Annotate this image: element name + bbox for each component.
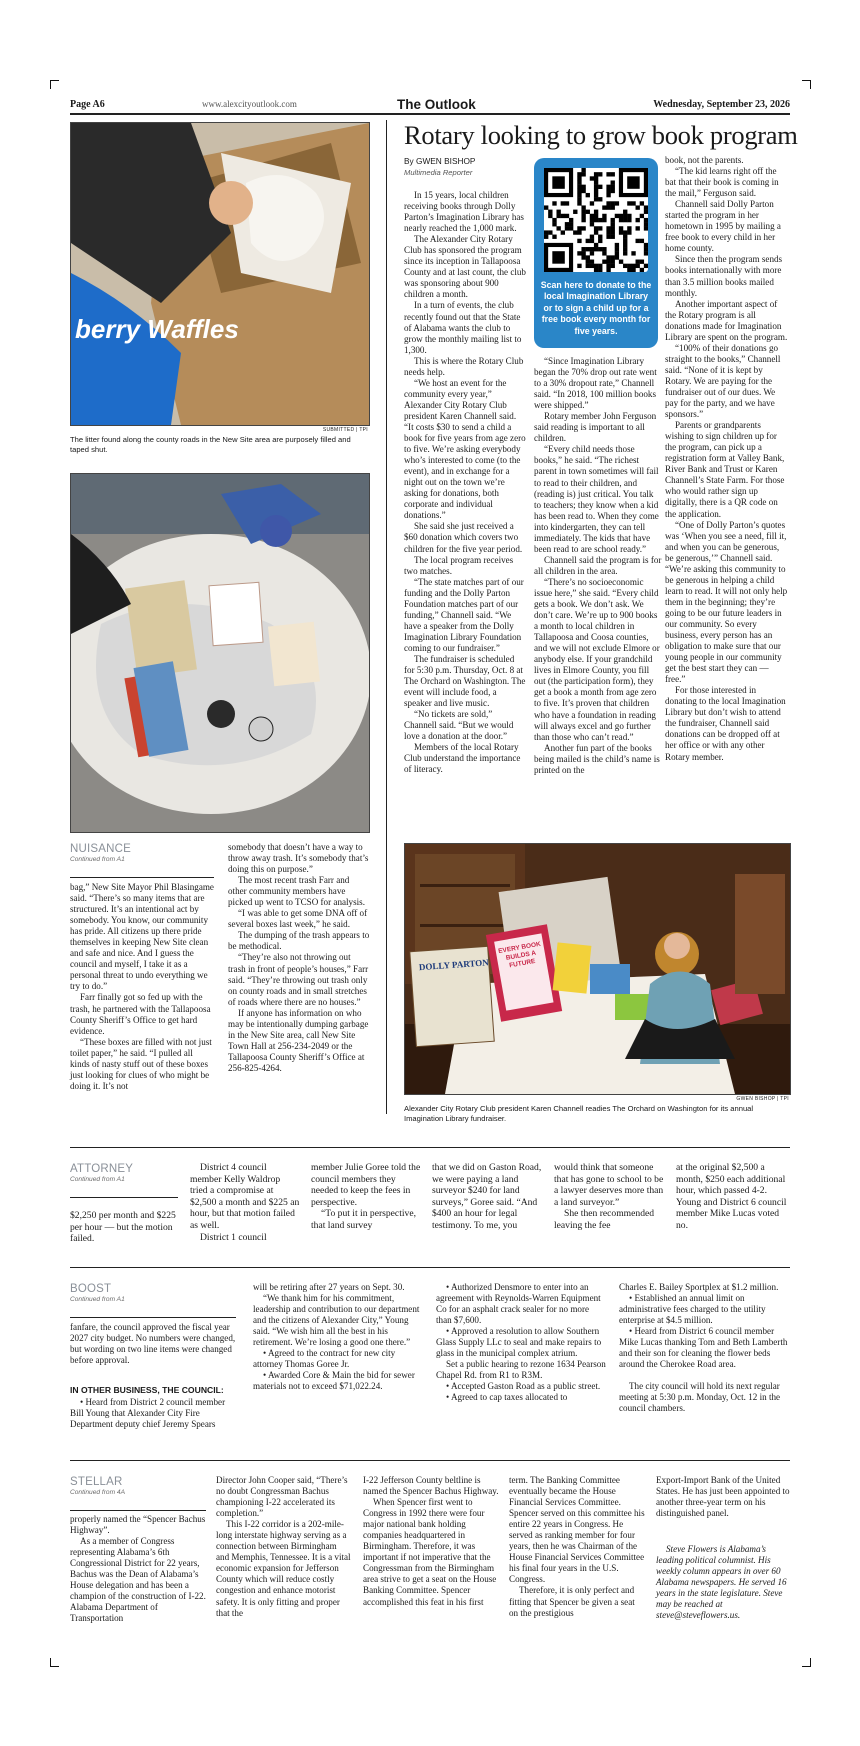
headline: Rotary looking to grow book program: [404, 120, 798, 150]
paragraph: Farr finally got so fed up with the trash, he partnered with the Tallapoosa County Sheriff’s Office to get hard evidence.: [70, 992, 211, 1036]
book-title-1: DOLLY PARTON: [418, 957, 490, 973]
crop-mark: [50, 80, 59, 89]
paragraph: She then recommended leaving the fee: [554, 1208, 655, 1231]
paragraph: bag,” New Site Mayor Phil Blasingame said. “There’s so many items that are structured. It’s an intentional act by somebody. You know, our community has pride. All citizens up there pride themselves in keeping New Site clean and safe and nice. And I guess the council and myself, I take it as a personal threat to undo everything we try to do.”: [70, 882, 214, 992]
evidence-photo-image: [71, 474, 369, 832]
qr-caption: Scan here to donate to the local Imagination Library or to sign a child up for a free book every month for five years.: [540, 280, 652, 336]
evidence-photo: [70, 473, 370, 833]
attorney-column-3: [432, 1162, 542, 1232]
continued-from: Continued from A1: [70, 856, 125, 863]
paragraph: • Awarded Core & Main the bid for sewer materials not to exceed $71,022.24.: [253, 1370, 415, 1392]
column-divider: [386, 120, 387, 1114]
nuisance-column-1: [70, 882, 214, 1092]
crop-mark: [802, 80, 811, 89]
paragraph: Another fun part of the books being mailed is the child’s name is printed on the: [534, 742, 660, 775]
paragraph: The most recent trash Farr and other community members have picked up went to TCSO for analysis.: [228, 875, 365, 908]
author-tagline: [656, 1544, 790, 1621]
continued-from: Continued from A1: [70, 1296, 125, 1303]
paragraph: Another important aspect of the Rotary program is all donations made for Imagination Library are spent on the program.: [665, 298, 788, 342]
crop-mark: [50, 1658, 59, 1667]
section-rule: [70, 1317, 236, 1318]
section-divider: [70, 1460, 790, 1461]
paragraph: “Every child needs those books,” he said. “The richest parent in town sometimes will fail to read to their children, and (reading is) just critical. You talk to teachers; they know when a kid has been read to. When they come into kindergarten, they can tell immediately. The kids that have been read to are school ready.”: [534, 444, 659, 554]
attorney-column-4: [554, 1162, 664, 1232]
paragraph: Parents or grandparents wishing to sign children up for the program, can pick up a registration form at Valley Bank, River Bank and Trust or Karen Channell’s State Farm. For those who would rather sign up digitally, there is a QR code on the application.: [665, 420, 785, 519]
paragraph: will be retiring after 27 years on Sept. 30.: [253, 1282, 405, 1292]
paragraph: When Spencer first went to Congress in 1992 there were four major national bank holding companies headquartered in Birmingham. Therefore, it was important if not imperative that the Congressman from the Birmingham area strive to get a seat on the House Banking Committee. Spencer accomplished this feat in his first: [363, 1497, 497, 1607]
paragraph: As a member of Congress representing Alabama’s 6th Congressional District for 22 years, Bachus was the Dean of Alabama’s House delegation and has been a champion of the construction of I-22. Alabama Department of Transportation: [70, 1536, 206, 1624]
paragraph: “I was able to get some DNA off of several boxes last week,” he said.: [228, 908, 368, 930]
photo-caption: The litter found along the county roads in the New Site area are purposely filled and taped shut.: [70, 435, 351, 454]
paragraph: Channell said the program is for all children in the area.: [534, 554, 662, 576]
photo-caption: Alexander City Rotary Club president Karen Channell readies The Orchard on Washington for its annual Imagination Library fundraiser.: [404, 1104, 754, 1123]
paragraph: “These boxes are filled with not just toilet paper,” he said. “I pulled all kinds of nasty stuff out of these boxes just looking for clues of who might be doing it. It’s not: [70, 1036, 212, 1091]
section-divider: [70, 1147, 790, 1148]
page-header: [70, 98, 790, 112]
paragraph: Set a public hearing to rezone 1634 Pearson Chapel Rd. from R1 to R3M.: [436, 1359, 606, 1381]
paragraph: Rotary member John Ferguson said reading is important to all children.: [534, 411, 657, 444]
stellar-column-5: [656, 1475, 790, 1519]
paragraph: fanfare, the council approved the fiscal year 2027 city budget. No numbers were changed, but wording on two line items were changed before approval.: [70, 1322, 236, 1366]
paragraph: District 4 council member Kelly Waldrop tried a compromise at $2,500 a month and $225 an hour, but that motion failed as well.: [190, 1162, 300, 1231]
paragraph: $2,250 per month and $225 per hour — but the motion failed.: [70, 1210, 176, 1245]
boost-column-4: [619, 1282, 791, 1415]
paragraph: • Heard from District 2 council member Bill Young that Alexander City Fire Department deputy chief Jeremy Spears: [70, 1397, 226, 1430]
byline: By GWEN BISHOP: [404, 156, 476, 166]
section-title: BOOST: [70, 1283, 112, 1295]
paragraph: somebody that doesn’t have a way to throw away trash. It’s somebody that’s doing this on purpose.”: [228, 842, 369, 875]
attorney-column-2: [311, 1162, 421, 1232]
paragraph: • Authorized Densmore to enter into an agreement with Reynolds-Warren Equipment Co for an asphalt crack sealer for no more than $7,600.: [436, 1282, 601, 1326]
rotary-photo-image: [405, 844, 790, 1094]
paragraph: The Alexander City Rotary Club has sponsored the program since its inception in Tallapoosa County and at last count, the club was sponsoring about 900 children a month.: [404, 234, 526, 300]
tagline-text: Steve Flowers is Alabama’s leading political columnist. His weekly column appears in over 60 Alabama newspapers. He served 16 years in the state legislature. Steve may be reached at steve@steveflowers.us.: [656, 1544, 787, 1621]
stellar-section-label: [70, 1476, 125, 1496]
paragraph: “One of Dolly Parton’s quotes was ‘When you see a need, fill it, and when you can be generous, be generous,’” Channell said. “We’re asking this community to be generous in helping a child learn to read. It will not only help them in the beginning; they’re going to be our future leaders in our community. So every business, every person has an obligation to make sure that our young people in our community get the best start they can — free.”: [665, 519, 788, 685]
photo-credit: SUBMITTED | TPI: [322, 427, 368, 433]
qr-code-graphic: [544, 168, 648, 272]
paragraph: The dumping of the trash appears to be methodical.: [228, 930, 370, 952]
header-rule: [70, 113, 790, 115]
paragraph: This is where the Rotary Club needs help.: [404, 355, 524, 377]
story-column-3: [665, 155, 789, 763]
paragraph: The local program receives two matches.: [404, 554, 514, 576]
paragraph: Members of the local Rotary Club understand the importance of literacy.: [404, 742, 521, 775]
attorney-column-0: [70, 1210, 180, 1245]
section-title: NUISANCE: [70, 843, 132, 855]
paragraph: • Accepted Gaston Road as a public street.: [446, 1381, 601, 1392]
continued-from: Continued from 4A: [70, 1489, 125, 1496]
story-column-1: [404, 190, 526, 775]
continued-from: Continued from A1: [70, 1176, 125, 1183]
paragraph: at the original $2,500 a month, $250 each additional hour, which passed 4-2. Young and District 6 council member Mike Lucas voted no.: [676, 1162, 787, 1231]
stellar-column-2: [216, 1475, 352, 1619]
litter-photo: [70, 122, 370, 426]
paragraph: [619, 1370, 791, 1381]
paragraph: District 1 council: [200, 1231, 267, 1243]
book-title-2: EVERY BOOK BUILDS A FUTURE: [497, 940, 542, 970]
paragraph: In a turn of events, the club recently found out that the State of Alabama wants the club to grow the monthly mailing list to 1,300.: [404, 300, 522, 355]
paragraph: “There’s no socioeconomic issue here,” she said. “Every child gets a book. We don’t ask. We don’t care. We’re up to 900 books a month to local children in Tallapoosa and Coosa counties, and we will not exclude Elmore or anybody else. If your grandchild lives in Elmore County, you fill out (the participation form), they get a book a month from age zero to five. It’s proven that children who have a foundation in reading will always excel and go further than those who can’t read.”: [534, 576, 660, 742]
paragraph: that we did on Gaston Road, we were paying a land surveyor $240 for land surveys,” Goree said. “And $400 an hour for legal testimony. To me, you: [432, 1162, 542, 1231]
stellar-column-4: [509, 1475, 645, 1619]
attorney-column-5: [676, 1162, 790, 1232]
boost-section-label: [70, 1283, 125, 1303]
paragraph: book, not the parents.: [665, 155, 744, 165]
paragraph: • Agreed to cap taxes allocated to: [446, 1392, 568, 1403]
box-text: berry Waffles: [75, 314, 239, 344]
crop-mark: [802, 1658, 811, 1667]
boost-column-1: [70, 1322, 240, 1366]
paragraph: • Heard from District 6 council member Mike Lucas thanking Tom and Beth Lamberth and their son for cleaning the flower beds around the Cherokee Road area.: [619, 1326, 788, 1370]
page-number: Page A6: [70, 99, 105, 110]
paragraph: “100% of their donations go straight to the books,” Channell said. “None of it is kept by Rotary. We are paying for the fundraiser out of our dues. We pay for the party, and we have sponsors.”: [665, 342, 781, 420]
nuisance-section-label: [70, 843, 131, 863]
stellar-column-1: [70, 1514, 206, 1624]
paragraph: She said she just received a $60 donation which covers two children for the five year period.: [404, 521, 523, 554]
paragraph: • Approved a resolution to allow Southern Glass Supply LLc to seal and make repairs to glass in the municipal complex atrium.: [436, 1326, 602, 1359]
attorney-column-1: [190, 1162, 300, 1243]
paragraph: Export-Import Bank of the United States. He has just been appointed to another three-year term on his distinguished panel.: [656, 1475, 790, 1519]
paragraph: “No tickets are sold,” Channell said. “But we would love a donation at the door.”: [404, 709, 514, 742]
section-title: STELLAR: [70, 1476, 123, 1488]
paragraph: In 15 years, local children receiving books through Dolly Parton’s Imagination Library has nearly reached the 1,000 mark.: [404, 190, 524, 234]
paragraph: term. The Banking Committee eventually became the House Financial Services Committee. Spencer served on this committee his entire 22 years in Congress. He served as ranking member for four years, then he was Chairman of the House Financial Services Committee his final four years in the U.S. Congress.: [509, 1475, 645, 1585]
paragraph: Channell said Dolly Parton started the program in her hometown in 1995 by mailing a free book to every child in her home county.: [665, 199, 781, 254]
paragraph: “To put it in perspective, that land survey: [311, 1208, 416, 1231]
paragraph: member Julie Goree told the council members they needed to keep the fees in perspective.: [311, 1162, 421, 1208]
paragraph: Director John Cooper said, “There’s no doubt Congressman Bachus championing I-22 accelerated its completion.”: [216, 1475, 348, 1519]
site-url: www.alexcityoutlook.com: [202, 99, 297, 109]
stellar-column-3: [363, 1475, 499, 1608]
boost-column-3: [436, 1282, 606, 1404]
section-rule: [70, 877, 214, 878]
paragraph: For those interested in donating to the local Imagination Library but don’t wish to attend the fundraiser, Channell said donations can be dropped off at her office or with any other Rotary member.: [665, 685, 786, 762]
boost-subhead: IN OTHER BUSINESS, THE COUNCIL:: [70, 1385, 224, 1395]
paragraph: Charles E. Bailey Sportplex at $1.2 million.: [619, 1282, 779, 1292]
section-title: ATTORNEY: [70, 1163, 134, 1175]
paragraph: I-22 Jefferson County beltline is named the Spencer Bachus Highway.: [363, 1475, 499, 1497]
paragraph: “They’re also not throwing out trash in front of people’s houses,” Farr said. “They’re throwing out trash only on county roads and in small stretches of roads where there are no houses.”: [228, 952, 369, 1007]
masthead: The Outlook: [397, 97, 476, 112]
paragraph: “We thank him for his commitment, leadership and contribution to our department and the citizens of Alexander City,” Young said. “We wish him all the best in his retirement. We’re losing a good one there.”: [253, 1293, 420, 1348]
qr-code-icon[interactable]: [544, 168, 648, 272]
rotary-photo: [404, 843, 791, 1095]
section-rule: [70, 1197, 178, 1198]
paragraph: If anyone has information on who may be intentionally dumping garbage in the New Site area, call New Site Town Hall at 256-234-2049 or the Tallapoosa County Sheriff’s Office at 256-825-4264.: [228, 1007, 369, 1073]
paragraph: • Established an annual limit on administrative fees charged to the utility enterprise at $4.5 million.: [619, 1293, 766, 1326]
paragraph: Therefore, it is only perfect and fitting that Spencer be given a seat on the prestigious: [509, 1585, 635, 1618]
page-date: Wednesday, September 23, 2026: [653, 99, 790, 110]
paragraph: The fundraiser is scheduled for 5:30 p.m. Thursday, Oct. 8 at The Orchard on Washington. The event will include food, a speaker and live music.: [404, 653, 526, 709]
paragraph: Since then the program sends books internationally with more than 3.5 million books mailed monthly.: [665, 254, 783, 298]
qr-callout: [534, 158, 658, 348]
boost-column-1b: [70, 1397, 240, 1430]
paragraph: “Since Imagination Library began the 70% drop out rate went to a 30% dropout rate,” Channell said. “In 2018, 100 million books were shipped.”: [534, 356, 657, 411]
paragraph: “The state matches part of our funding and the Dolly Parton Foundation matches part of our funding,” Channell said. “We have a speaker from the Dolly Imagination Library Foundation coming to our fundraiser.”: [404, 576, 524, 653]
paragraph: The city council will hold its next regular meeting at 5:30 p.m. Monday, Oct. 12 in the council chambers.: [619, 1381, 781, 1414]
section-divider: [70, 1267, 790, 1268]
byline-role: Multimedia Reporter: [404, 168, 473, 177]
boost-column-2: [253, 1282, 423, 1392]
paragraph: “The kid learns right off the bat that their book is coming in the mail,” Ferguson said.: [665, 166, 779, 199]
paragraph: • Agreed to the contract for new city attorney Thomas Goree Jr.: [253, 1348, 396, 1370]
section-rule: [70, 1510, 206, 1511]
paragraph: properly named the “Spencer Bachus Highway”.: [70, 1514, 206, 1536]
litter-photo-image: [71, 123, 369, 425]
nuisance-column-2: [228, 842, 370, 1074]
attorney-section-label: [70, 1163, 133, 1183]
story-column-2: [534, 356, 662, 776]
paragraph: would think that someone that has gone to school to be a lawyer deserves more than a land surveyor.”: [554, 1162, 664, 1208]
paragraph: This I-22 corridor is a 202-mile-long interstate highway serving as a connection between Birmingham and Memphis, Tennessee. It is a vital economic expansion for Jefferson County which will reduce costly congestion and enhance motorist safety. It is only fitting and proper that the: [216, 1519, 351, 1618]
photo-credit: GWEN BISHOP | TPI: [736, 1096, 789, 1102]
paragraph: “We host an event for the community every year,” Alexander City Rotary Club president Karen Channell said. “It costs $30 to send a child a book for five years from age zero to five. We’re asking everybody who’s interested to come (to the event), and in exchange for a night out on the town we’re asking for donations, both corporate and individual donations.”: [404, 377, 526, 521]
